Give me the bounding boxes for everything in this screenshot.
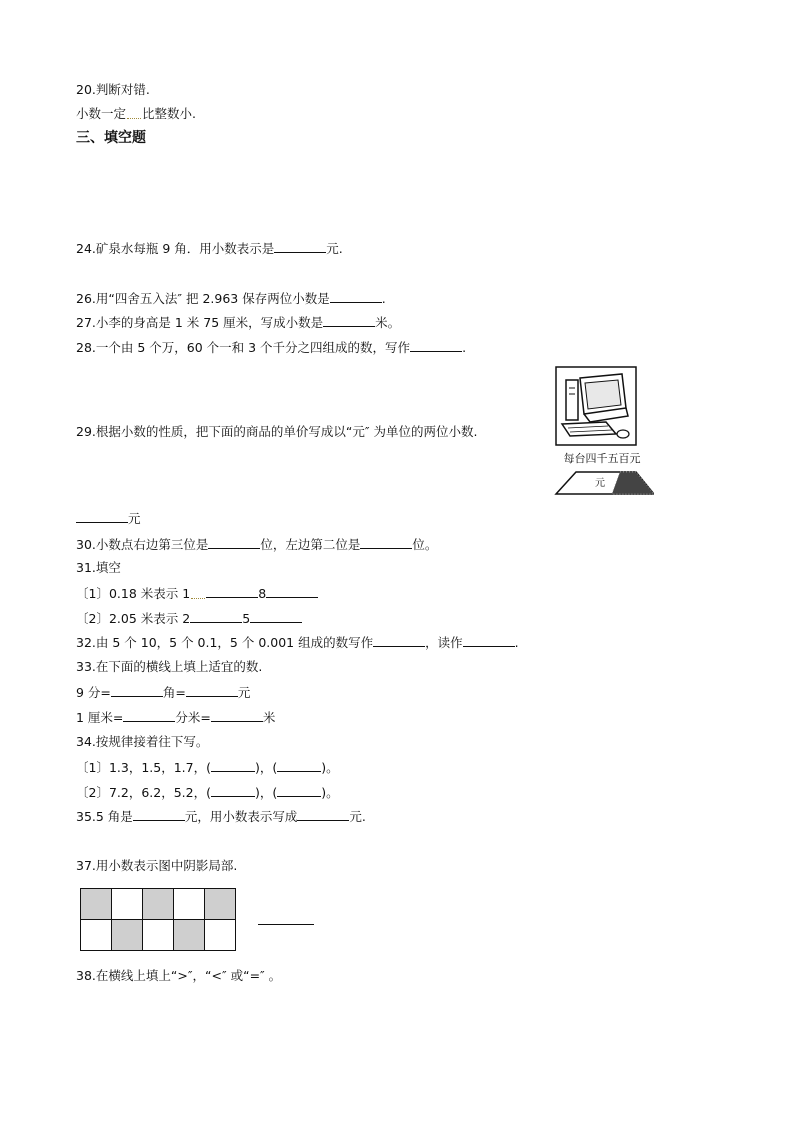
answer-blank[interactable] xyxy=(211,709,263,722)
answer-blank[interactable] xyxy=(133,808,185,821)
answer-blank[interactable] xyxy=(211,759,255,772)
q26: 26.用“四舍五入法″ 把 2.963 保存两位小数是 . xyxy=(76,291,386,306)
q30: 30.小数点右边第三位是 位，左边第二位是 位。 xyxy=(76,537,438,552)
grid-row xyxy=(81,920,236,951)
shaded-grid xyxy=(80,888,236,951)
q29-text: 29.根据小数的性质，把下面的商品的单价写成以“元″ 为单位的两位小数. xyxy=(76,424,478,439)
q34-sub1: 〔1〕1.3，1.5，1.7，( )，( )。 xyxy=(76,760,339,775)
q27: 27.小李的身高是 1 米 75 厘米，写成小数是 米。 xyxy=(76,315,401,330)
answer-blank[interactable] xyxy=(211,784,255,797)
q33-title: 33.在下面的横线上填上适宜的数. xyxy=(76,659,263,674)
answer-blank[interactable] xyxy=(258,924,314,925)
q32: 32.由 5 个 10，5 个 0.1，5 个 0.001 组成的数写作 ，读作 . xyxy=(76,635,519,650)
q33-row1: 9 分= 角= 元 xyxy=(76,685,251,700)
section-title: 三、填空题 xyxy=(76,130,146,146)
answer-blank[interactable] xyxy=(208,536,260,549)
answer-blank[interactable] xyxy=(186,684,238,697)
q20-statement: 小数一定 比整数小. xyxy=(76,106,196,121)
answer-blank[interactable] xyxy=(76,510,128,523)
q35: 35.5 角是 元，用小数表示写成 元. xyxy=(76,809,366,824)
grid-cell xyxy=(205,920,236,951)
answer-blank[interactable] xyxy=(297,808,349,821)
answer-blank[interactable] xyxy=(250,610,302,623)
answer-blank[interactable] xyxy=(410,339,462,352)
q37-title: 37.用小数表示图中阴影局部. xyxy=(76,858,238,873)
grid-row xyxy=(81,889,236,920)
answer-blank[interactable] xyxy=(274,240,326,253)
q38: 38.在横线上填上“>″，“<″ 或“=″ 。 xyxy=(76,968,282,983)
dotted-mark xyxy=(127,110,141,119)
answer-blank[interactable] xyxy=(206,585,258,598)
answer-blank[interactable] xyxy=(266,585,318,598)
q31-sub1: 〔1〕0.18 米表示 1 8 xyxy=(76,585,318,602)
answer-blank[interactable] xyxy=(277,784,321,797)
grid-cell xyxy=(174,889,205,920)
grid-cell-shaded xyxy=(205,889,236,920)
grid-cell xyxy=(143,920,174,951)
grid-cell xyxy=(81,920,112,951)
grid-cell-shaded xyxy=(81,889,112,920)
q24: 24.矿泉水每瓶 9 角．用小数表示是 元. xyxy=(76,241,343,256)
grid-cell-shaded xyxy=(174,920,205,951)
grid-cell xyxy=(112,889,143,920)
answer-blank[interactable] xyxy=(111,684,163,697)
grid-cell-shaded xyxy=(143,889,174,920)
answer-blank[interactable] xyxy=(123,709,175,722)
answer-blank[interactable] xyxy=(373,634,425,647)
product-figure xyxy=(536,366,654,496)
q34-sub2: 〔2〕7.2，6.2，5.2，( )，( )。 xyxy=(76,785,339,800)
q28: 28.一个由 5 个万，60 个一和 3 个千分之四组成的数，写作 . xyxy=(76,340,467,355)
answer-blank[interactable] xyxy=(330,290,382,303)
q20-title: 20.判断对错. xyxy=(76,82,150,97)
answer-blank[interactable] xyxy=(463,634,515,647)
price-label: 每台四千五百元 xyxy=(563,452,641,465)
answer-blank[interactable] xyxy=(190,610,242,623)
price-tag-unit: 元 xyxy=(595,478,605,489)
q29-answer: 元 xyxy=(76,510,141,527)
grid-cell-shaded xyxy=(112,920,143,951)
q31-sub2: 〔2〕2.05 米表示 2 5 xyxy=(76,610,302,627)
q33-row2: 1 厘米= 分米= 米 xyxy=(76,710,276,725)
q31-title: 31.填空 xyxy=(76,560,121,575)
answer-blank[interactable] xyxy=(360,536,412,549)
answer-blank[interactable] xyxy=(277,759,321,772)
dotted-mark xyxy=(191,590,205,599)
q34-title: 34.按规律接着往下写。 xyxy=(76,734,209,749)
answer-blank[interactable] xyxy=(323,314,375,327)
